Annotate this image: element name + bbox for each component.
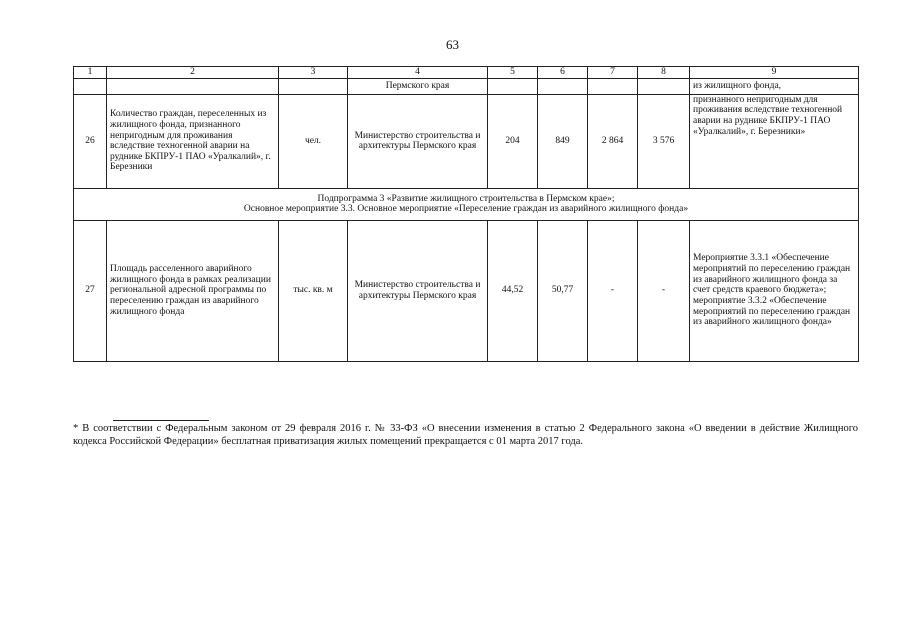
- header-cell-6: 6: [538, 67, 588, 79]
- unit: тыс. кв. м: [279, 220, 348, 361]
- value-col5: 44,52: [488, 220, 538, 361]
- table-row-27: [74, 220, 859, 361]
- row-number: 27: [74, 220, 107, 361]
- cell-empty: [488, 78, 538, 94]
- value-col8: 3 576: [638, 94, 690, 188]
- header-cell-5: 5: [488, 67, 538, 79]
- value-col6: 849: [538, 94, 588, 188]
- value-col7: -: [588, 220, 638, 361]
- header-cell-1: 1: [74, 67, 107, 79]
- indicator-name: Количество граждан, переселенных из жилищного фонда, признанного непригодным для проживания вследствие техногенной аварии на руднике БКПРУ-1 ПАО «Уралкалий», г. Березники: [107, 94, 279, 188]
- value-col8: -: [638, 220, 690, 361]
- main-activity-title: Основное мероприятие 3.3. Основное мероприятие «Переселение граждан из аварийного жилищного фонда»: [243, 204, 689, 215]
- cell-empty: [588, 78, 638, 94]
- header-cell-9: 9: [690, 67, 859, 79]
- note: признанного непригодным для проживания вследствие техногенной аварии на руднике БКПРУ-1 ПАО «Уралкалий», г. Березники»: [690, 94, 859, 188]
- header-cell-2: 2: [107, 67, 279, 79]
- value-col6: 50,77: [538, 220, 588, 361]
- row-number: 26: [74, 94, 107, 188]
- header-cell-8: 8: [638, 67, 690, 79]
- cell-empty: [107, 78, 279, 94]
- indicators-table: [73, 66, 859, 362]
- cell-empty: [74, 78, 107, 94]
- continued-row: [74, 78, 859, 94]
- header-cell-3: 3: [279, 67, 348, 79]
- subprogram-row: [74, 188, 859, 220]
- note: Мероприятие 3.3.1 «Обеспечение мероприятий по переселению граждан из аварийного жилищного фонда за счет средств краевого бюджета»; мероприятие 3.3.2 «Обеспечение мероприятий по переселению граждан из аварийного жилищного фонда»: [690, 220, 859, 361]
- continued-executor: Пермского края: [348, 78, 488, 94]
- footnote: * В соответствии с Федеральным законом от 29 февраля 2016 г. № 33-ФЗ «О внесении изменения в статью 2 Федерального закона «О введении в действие Жилищного кодекса Российской Федерации» бесплатная приватизация жилых помещений прекращается с 01 марта 2017 года.: [73, 423, 858, 447]
- cell-empty: [538, 78, 588, 94]
- cell-empty: [279, 78, 348, 94]
- subprogram-title: Подпрограмма 3 «Развитие жилищного строительства в Пермском крае»;: [317, 193, 615, 204]
- value-col7: 2 864: [588, 94, 638, 188]
- header-cell-4: 4: [348, 67, 488, 79]
- subprogram-heading: [74, 188, 859, 220]
- cell-empty: [638, 78, 690, 94]
- table-header-row: [74, 67, 859, 79]
- executor: Министерство строительства и архитектуры Пермского края: [348, 94, 488, 188]
- header-cell-7: 7: [588, 67, 638, 79]
- continued-note: из жилищного фонда,: [690, 78, 859, 94]
- value-col5: 204: [488, 94, 538, 188]
- footnote-divider: [113, 420, 209, 421]
- executor: Министерство строительства и архитектуры Пермского края: [348, 220, 488, 361]
- indicator-name: Площадь расселенного аварийного жилищного фонда в рамках реализации региональной адресной программы по переселению граждан из аварийного жилищного фонда: [107, 220, 279, 361]
- table-row-26: [74, 94, 859, 188]
- page-number: 63: [446, 37, 459, 52]
- unit: чел.: [279, 94, 348, 188]
